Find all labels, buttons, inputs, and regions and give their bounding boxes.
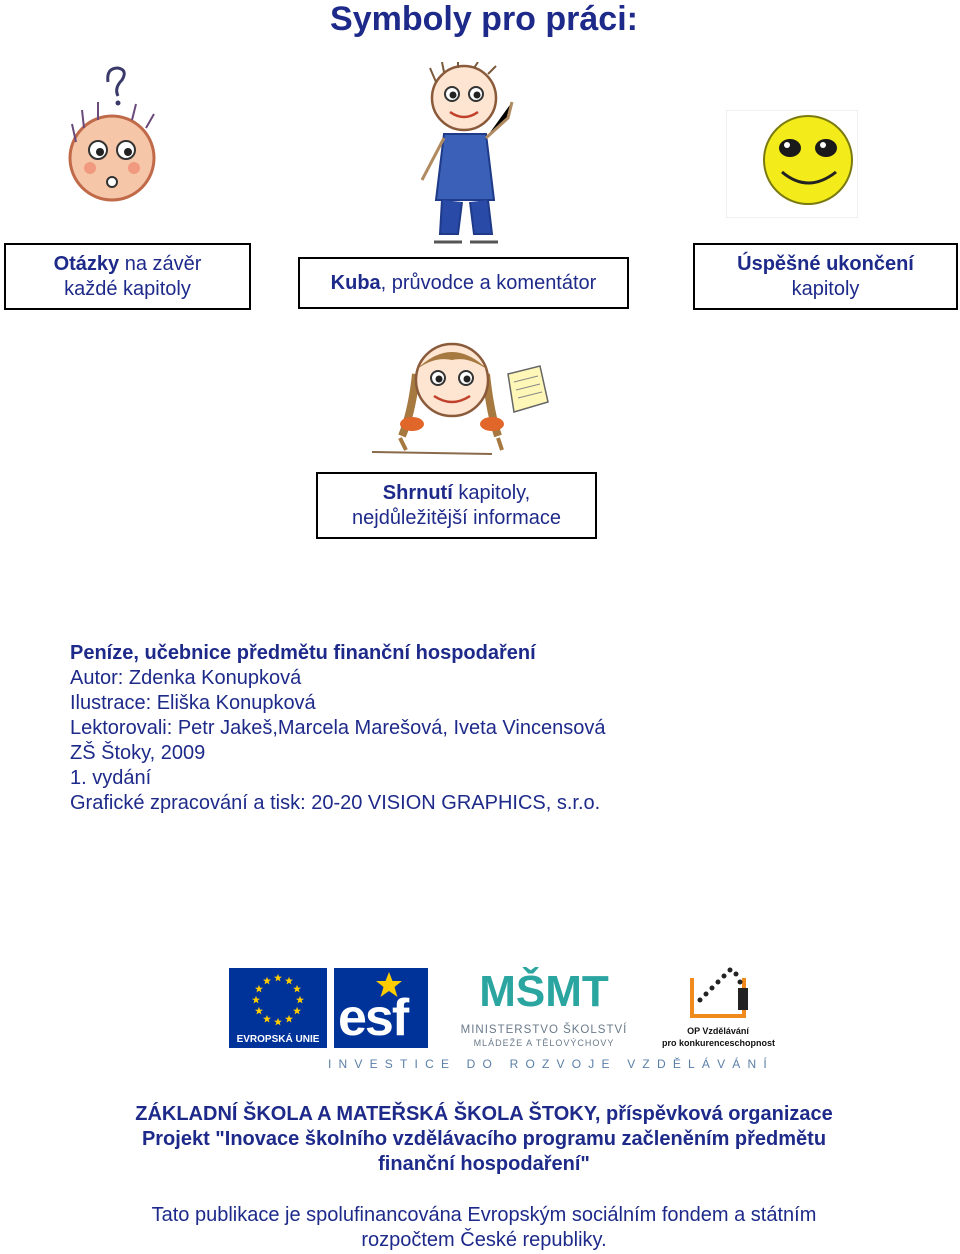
eu-star	[274, 1018, 282, 1026]
summary-rest: kapitoly,	[452, 481, 531, 504]
eu-stars-icon	[229, 968, 327, 1030]
esf-logo	[334, 968, 428, 1048]
esf-label: esf	[338, 989, 408, 1047]
smiley-icon	[726, 110, 858, 218]
eu-star	[296, 996, 304, 1004]
questions-rest: na závěr	[119, 252, 202, 275]
eu-label: EVROPSKÁ UNIE	[236, 1034, 320, 1045]
eu-star	[293, 985, 301, 993]
publication-info	[70, 641, 605, 816]
kuba-box	[298, 257, 629, 309]
illustration-line: Ilustrace: Eliška Konupková	[70, 692, 316, 714]
question-boy-icon	[62, 62, 168, 202]
eu-star	[255, 1007, 263, 1015]
cofinance-line2: rozpočtem České republiky.	[361, 1229, 607, 1251]
cofinance-info	[0, 1203, 960, 1253]
project-line2: finanční hospodaření"	[378, 1153, 590, 1175]
success-line1: Úspěšné ukončení	[737, 252, 914, 275]
op-logo	[662, 966, 774, 1050]
reviewers-line: Lektorovali: Petr Jakeš,Marcela Marešová, Iveta Vincensová	[70, 717, 606, 739]
invest-slogan: INVESTICE DO ROZVOJE VZDĚLÁVÁNÍ	[328, 1057, 774, 1071]
summary-girl-icon	[372, 340, 556, 458]
eu-star	[252, 996, 260, 1004]
eu-star	[263, 1015, 271, 1023]
page-title: Symboly pro práci:	[330, 0, 638, 38]
print-line: Grafické zpracování a tisk: 20-20 VISION GRAPHICS, s.r.o.	[70, 792, 601, 814]
success-line2: kapitoly	[791, 277, 860, 300]
cofinance-line1: Tato publikace je spolufinancována Evropským sociálním fondem a státním	[151, 1204, 817, 1226]
publisher-line: ZŠ Štoky, 2009	[70, 742, 206, 764]
eu-star	[285, 977, 293, 985]
eu-star	[263, 977, 271, 985]
msmt-line2: MLÁDEŽE A TĚLOVÝCHOVY	[473, 1038, 615, 1048]
op-line2: pro konkurenceschopnost	[662, 1038, 776, 1048]
edition-line: 1. vydání	[70, 767, 152, 789]
op-line1: OP Vzdělávání	[687, 1026, 749, 1036]
eu-star	[285, 1015, 293, 1023]
author-line: Autor: Zdenka Konupková	[70, 667, 302, 689]
summary-box	[316, 472, 597, 539]
success-box	[693, 243, 958, 310]
questions-box	[4, 243, 251, 310]
kuba-rest: , průvodce a komentátor	[380, 271, 597, 294]
summary-line2: nejdůležitější informace	[352, 506, 561, 529]
school-info	[0, 1102, 960, 1177]
questions-line2: každé kapitoly	[64, 277, 191, 300]
book-title: Peníze, učebnice předmětu finanční hospodaření	[70, 642, 536, 664]
msmt-line1: MINISTERSTVO ŠKOLSTVÍ	[460, 1024, 628, 1036]
kuba-bold: Kuba	[330, 271, 381, 294]
msmt-logo	[456, 966, 632, 1050]
questions-bold: Otázky	[53, 252, 120, 275]
eu-star	[293, 1007, 301, 1015]
summary-bold: Shrnutí	[382, 481, 453, 504]
kuba-boy-icon	[408, 62, 532, 250]
eu-star	[274, 974, 282, 982]
eu-star	[255, 985, 263, 993]
eu-logo	[229, 968, 327, 1048]
op-mark-icon	[686, 966, 750, 1024]
project-line1: Projekt "Inovace školního vzdělávacího programu začleněním předmětu	[141, 1128, 827, 1150]
msmt-mark: MŠMT	[479, 967, 609, 1016]
school-name: ZÁKLADNÍ ŠKOLA A MATEŘSKÁ ŠKOLA ŠTOKY, příspěvková organizace	[135, 1103, 833, 1125]
